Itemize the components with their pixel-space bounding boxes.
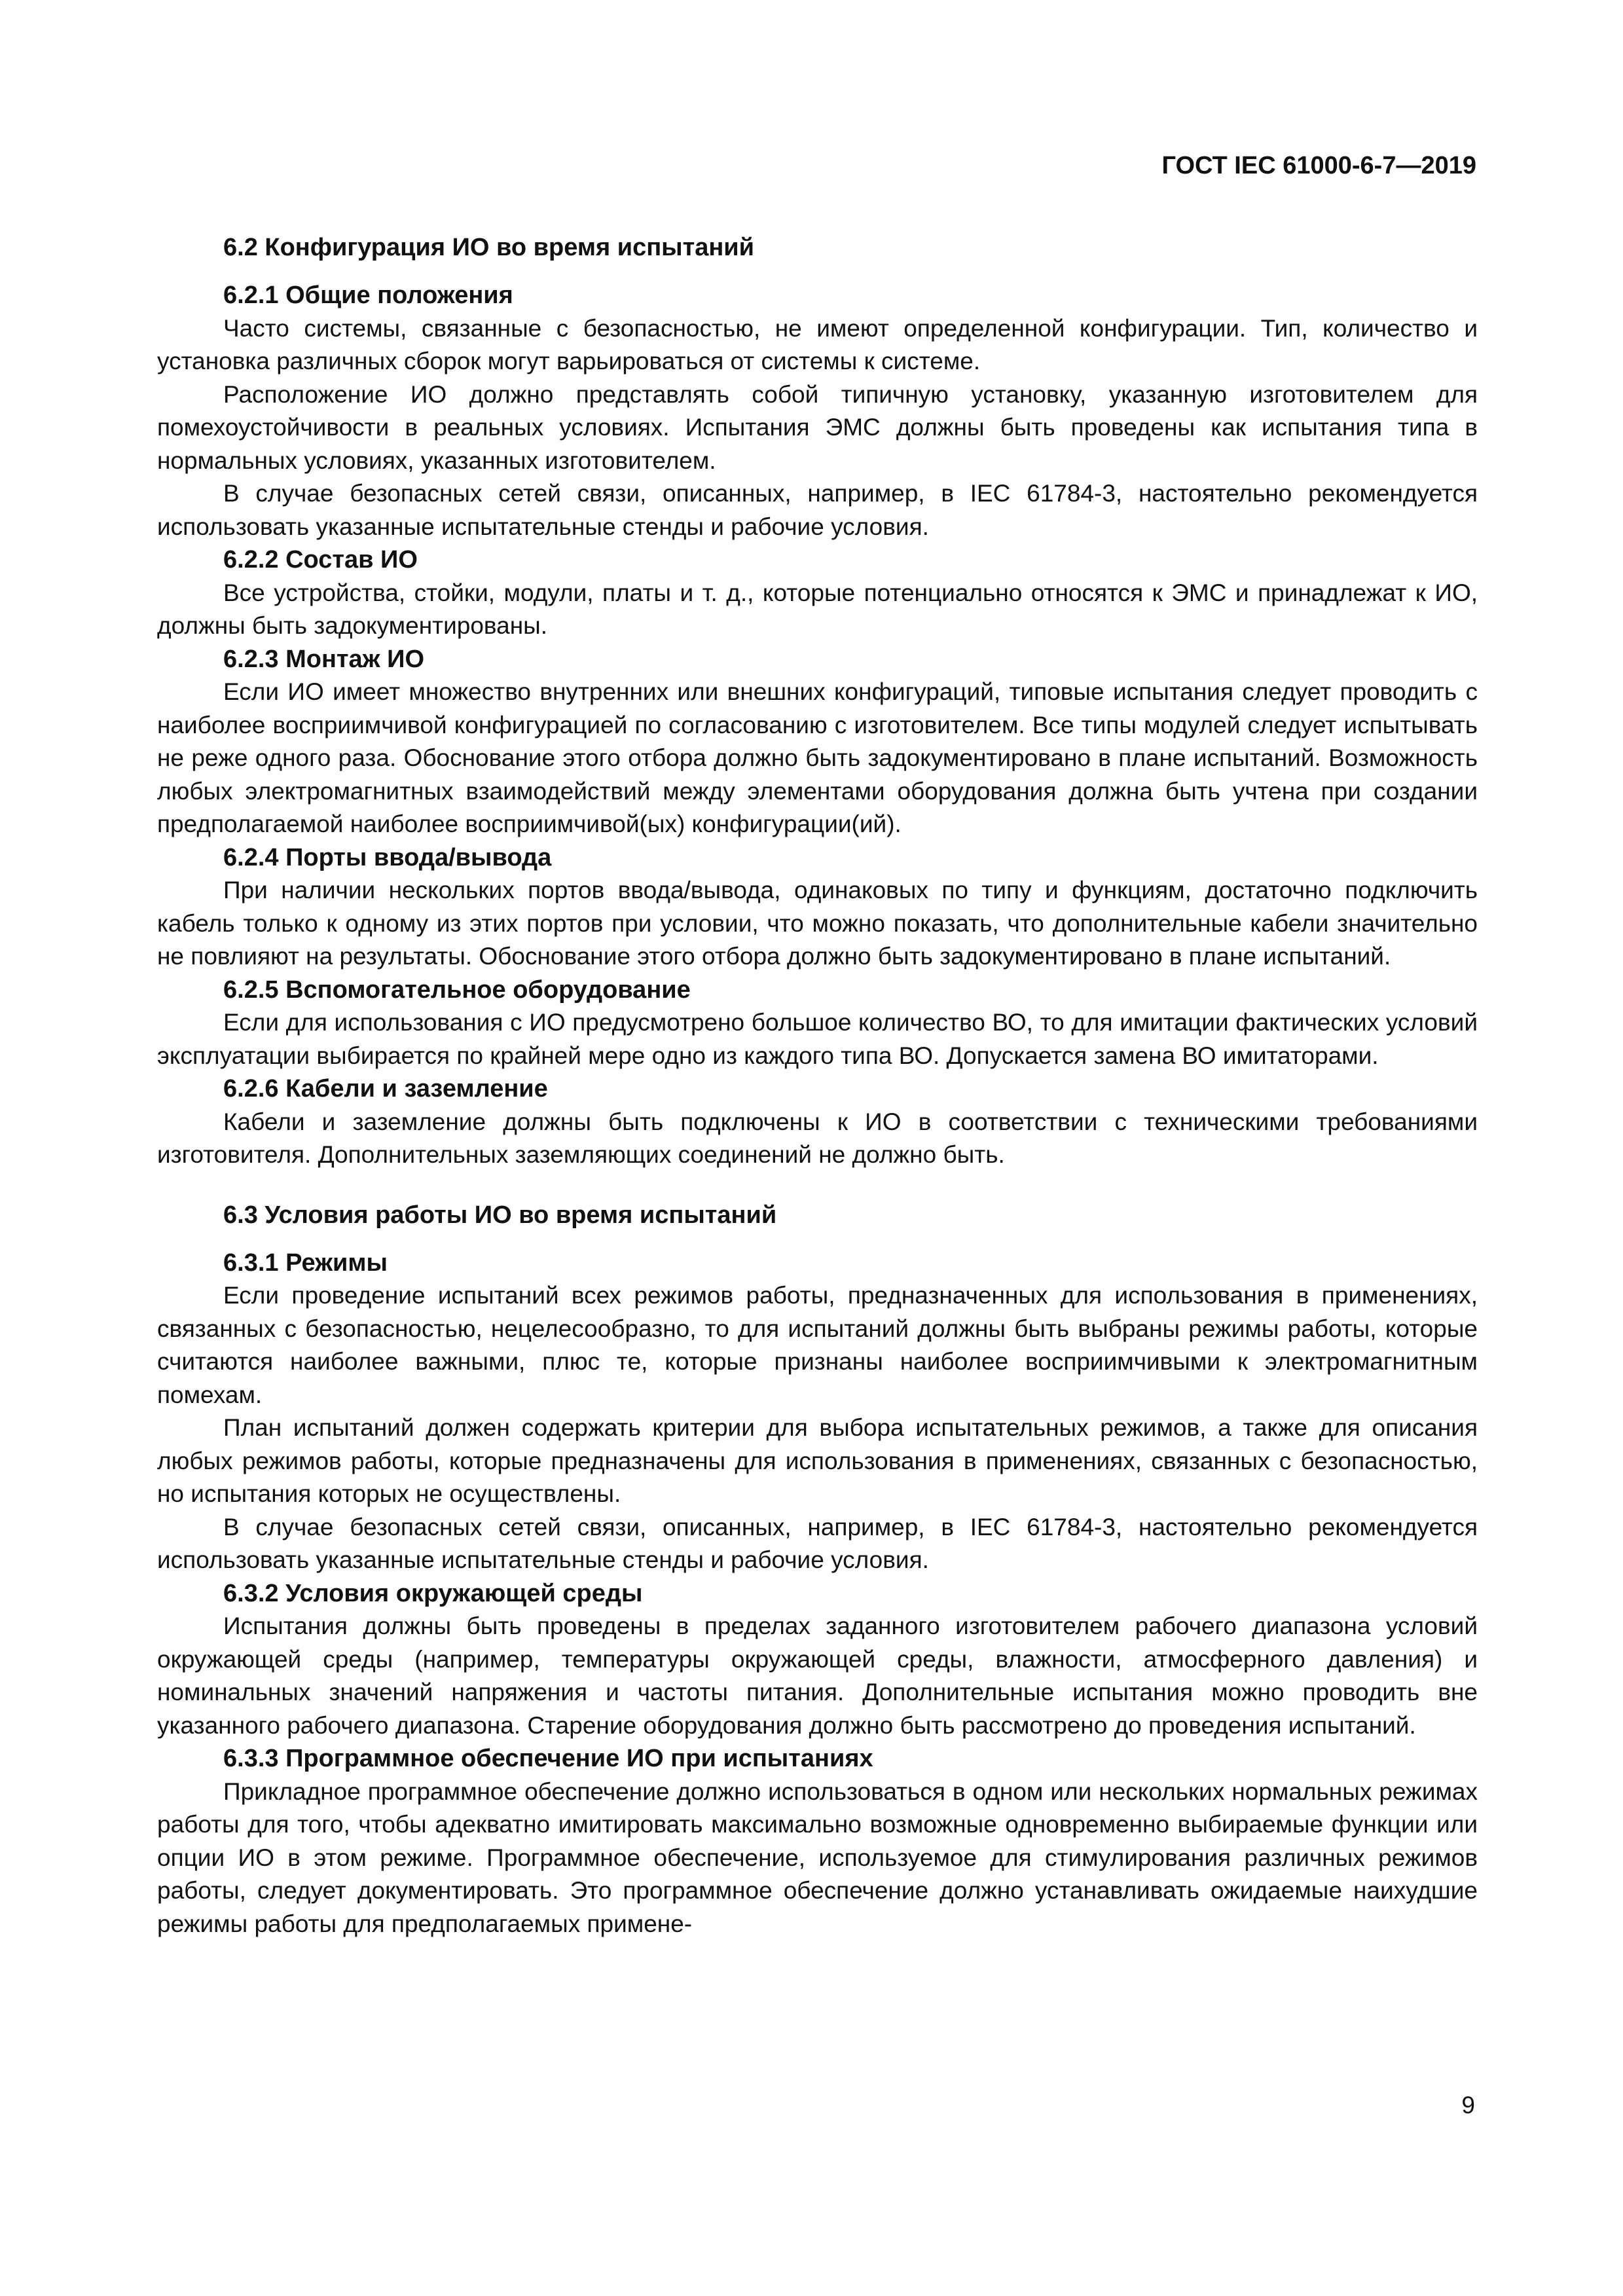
section-6-2-6-title: 6.2.6 Кабели и заземление (223, 1075, 548, 1102)
paragraph: Испытания должны быть проведены в пределах заданного изготовителем рабочего диапазона условий окружающей среды (например, температуры окружающей среды, влажности, атмосферного давления) и номинальных значений напряжения и частоты питания. Дополнительные испытания можно проводить вне указанного рабочего диапазона. Старение оборудования должно быть рассмотрено до проведения испытаний. (157, 1613, 1478, 1739)
paragraph: Если для использования с ИО предусмотрено большое количество ВО, то для имитации фактических условий эксплуатации выбирается по крайней мере одно из каждого типа ВО. Допускается замена ВО имитаторами. (157, 1009, 1478, 1069)
section-6-2-1-title: 6.2.1 Общие положения (223, 282, 513, 309)
section-6-2-2-title: 6.2.2 Состав ИО (223, 546, 418, 574)
paragraph: План испытаний должен содержать критерии для выбора испытательных режимов, а также для описания любых режимов работы, которые предназначены для использования в применениях, связанных с безопасностью, но испытания которых не осуществлены. (157, 1414, 1478, 1507)
paragraph: В случае безопасных сетей связи, описанных, например, в IEC 61784-3, настоятельно рекомендуется использовать указанные испытательные стенды и рабочие условия. (157, 1513, 1478, 1573)
section-6-3-2-title: 6.3.2 Условия окружающей среды (223, 1579, 643, 1607)
section-6-2-3-title: 6.2.3 Монтаж ИО (223, 645, 425, 673)
section-6-3-1-title: 6.3.1 Режимы (223, 1248, 388, 1277)
section-6-2-title: 6.2 Конфигурация ИО во время испытаний (223, 234, 755, 261)
section-6-2-4-title: 6.2.4 Порты ввода/вывода (223, 843, 552, 871)
paragraph: Часто системы, связанные с безопасностью, не имеют определенной конфигурации. Тип, количество и установка различных сборок могут варьироваться от системы к системе. (157, 314, 1478, 374)
document-body (157, 230, 1478, 1941)
standard-id: ГОСТ IEC 61000-6-7—2019 (1161, 152, 1476, 179)
paragraph: Кабели и заземление должны быть подключены к ИО в соответствии с техническими требованиями изготовителя. Дополнительных заземляющих соединений не должно быть. (157, 1108, 1478, 1168)
page-number: 9 (1461, 2092, 1475, 2119)
paragraph: Если проведение испытаний всех режимов работы, предназначенных для использования в применениях, связанных с безопасностью, нецелесообразно, то для испытаний должны быть выбраны режимы работы, которые считаются наиболее важными, плюс те, которые признаны наиболее восприимчивыми к электромагнитным помехам. (157, 1282, 1478, 1408)
paragraph: Прикладное программное обеспечение должно использоваться в одном или нескольких нормальных режимах работы для того, чтобы адекватно имитировать максимально возможные одновременно выбираемые функции или опции ИО в этом режиме. Программное обеспечение, используемое для стимулирования различных режимов работы, следует документировать. Это программное обеспечение должно устанавливать ожидаемые наихудшие режимы работы для предполагаемых примене- (157, 1777, 1478, 1937)
paragraph: При наличии нескольких портов ввода/вывода, одинаковых по типу и функциям, достаточно подключить кабель только к одному из этих портов при условии, что можно показать, что дополнительные кабели значительно не повлияют на результаты. Обоснование этого отбора должно быть задокументировано в плане испытаний. (157, 877, 1478, 970)
paragraph: Все устройства, стойки, модули, платы и т. д., которые потенциально относятся к ЭМС и принадлежат к ИО, должны быть задокументированы. (157, 579, 1478, 639)
section-6-3-title: 6.3 Условия работы ИО во время испытаний (223, 1201, 777, 1229)
paragraph: Расположение ИО должно представлять собой типичную установку, указанную изготовителем для помехоустойчивости в реальных условиях. Испытания ЭМС должны быть проведены как испытания типа в нормальных условиях, указанных изготовителем. (157, 380, 1478, 474)
section-6-3-3-title: 6.3.3 Программное обеспечение ИО при испытаниях (223, 1745, 873, 1772)
section-6-2-5-title: 6.2.5 Вспомогательное оборудование (223, 975, 691, 1004)
paragraph: В случае безопасных сетей связи, описанных, например, в IEC 61784-3, настоятельно рекомендуется использовать указанные испытательные стенды и рабочие условия. (157, 480, 1478, 540)
paragraph: Если ИО имеет множество внутренних или внешних конфигураций, типовые испытания следует проводить с наиболее восприимчивой конфигурацией по согласованию с изготовителем. Все типы модулей следует испытывать не реже одного раза. Обоснование этого отбора должно быть задокументировано в плане испытаний. Возможность любых электромагнитных взаимодействий между элементами оборудования должна быть учтена при создании предполагаемой наиболее восприимчивой(ых) конфигурации(ий). (157, 678, 1478, 837)
